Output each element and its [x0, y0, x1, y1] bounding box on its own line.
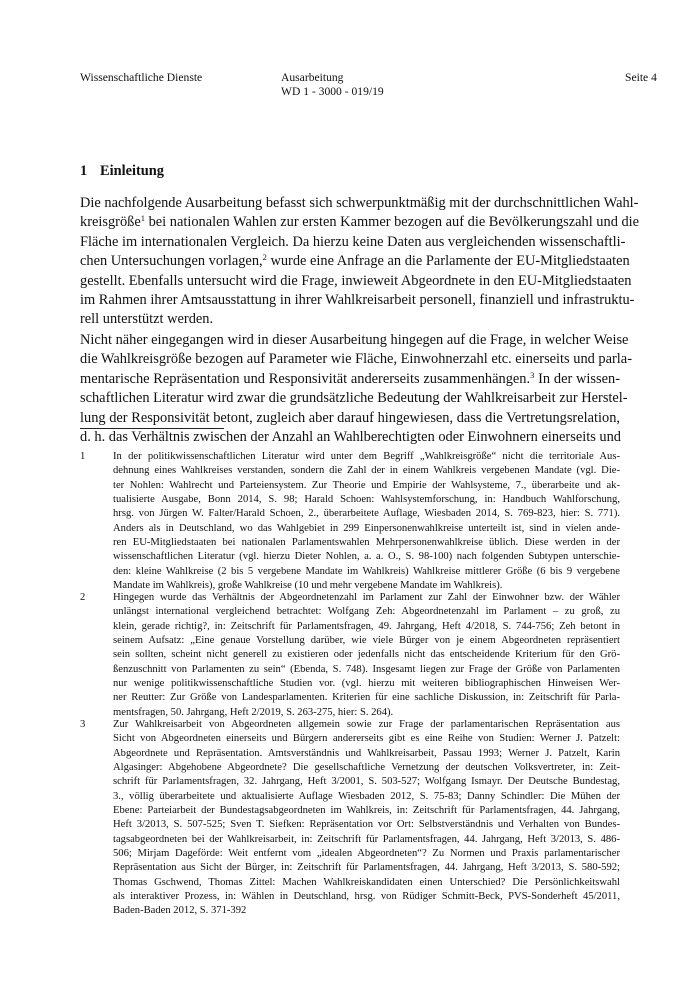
footnote-number: 3	[80, 719, 86, 730]
text-line: lung der Responsivität betont, zugleich aber darauf hingewiesen, dass die Vertretungsrelation,	[80, 409, 620, 426]
footnote-line: 3., völlig überarbeitete und aktualisierte Auflage Wiesbaden 2012, S. 75-83; Danny Schindler: Die Mühen der	[113, 790, 620, 802]
footnote-line: tualisierte Ausgabe, Bonn 2014, S. 98; Harald Schoen: Wahlsystemforschung, in: Handbuch Wahlforschung,	[113, 494, 620, 506]
section-heading	[80, 163, 164, 180]
footnote-line: Zur Wahlkreisarbeit von Abgeordneten allgemein sowie zur Frage der parlamentarischen Repräsentation aus	[113, 719, 620, 730]
footnote-line: Hingegen wurde das Verhältnis der Abgeordnetenzahl im Parlament zur Zahl der Einwohner bzw. der Wähler	[113, 592, 620, 603]
text-fragment: mentarische Repräsentation und Responsivität andererseits zusammenhängen.	[80, 370, 531, 387]
text-line: schaftlichen Literatur wird zwar die grundsätzliche Bedeutung der Wahlkreisarbeit zur Herstel-	[80, 390, 628, 407]
footnote-line: klein, gerade richtig?, in: Zeitschrift für Parlamentsfragen, 49. Jahrgang, Heft 4/2018, S. 744-756; Zeh betont in	[113, 620, 620, 632]
text-fragment: bei nationalen Wahlen zur ersten Kammer bezogen auf die Bevölkerungszahl und die	[145, 214, 640, 231]
text-line: im Rahmen ihrer Amtsausstattung in ihrer Wahlkreisarbeit personell, finanziell und infrastruktu-	[80, 292, 635, 309]
footnote-line: dehnung eines Wahlkreises verstanden, sondern die Zahl der in einem Wahlkreis vergebenen Mandate (vgl. Die-	[113, 465, 620, 477]
text-line	[80, 252, 630, 271]
footnote-text	[113, 591, 620, 720]
text-line: Fläche im internationalen Vergleich. Da hierzu keine Daten aus vergleichenden wissenschaftli-	[80, 233, 626, 250]
document-type: Ausarbeitung	[281, 71, 344, 84]
footnote-ref-2[interactable]: 2	[262, 252, 267, 263]
text-line: Die nachfolgende Ausarbeitung befasst sich schwerpunktmäßig mit der durchschnittlichen Wahl-	[80, 195, 639, 211]
footnote-line: Abgeordnete und Repräsentation. Amtsverständnis und Wahlkreisarbeit, Passau 1993; Werner J. Patzelt, Karin	[113, 747, 620, 759]
text-line: die Wahlkreisgröße bezogen auf Parameter wie Fläche, Einwohnerzahl etc. einerseits und parla-	[80, 351, 632, 368]
footnote-line: sein sollten, scheint nicht generell zu existieren oder jedenfalls nicht das entscheidende Kriterium für den Grö-	[113, 649, 620, 661]
footnote-line: Heft 3/2013, S. 507-525; Sven T. Siefken: Repräsentation vor Ort: Selbstverständnis und Verhalten von Bundes-	[113, 819, 620, 831]
footnote-line: ßenzuschnitt von Parlamenten zu sein“ (Ebenda, S. 748). Insgesamt liegen zur Frage der Größe von Parlamenten	[113, 663, 620, 675]
section-number: 1	[80, 163, 88, 179]
paragraph-1	[80, 194, 640, 330]
footnote-number: 2	[80, 592, 86, 603]
footnote-line: Repräsentation aus Sicht der Bürger, in: Zeitschrift für Parlamentsfragen, 44. Jahrgang, Heft 3/2013, S. 580-592;	[113, 862, 620, 874]
footnote-ref-3[interactable]: 3	[530, 369, 535, 380]
footnote-line: schrift für Parlamentsfragen, 32. Jahrgang, Heft 3/2001, S. 503-527; Wolfgang Ismayr. Der Deutsche Bundestag,	[113, 776, 620, 788]
footnote-line: ner Reutter: Zur Größe von Landesparlamenten. Kriterien für eine sachliche Diskussion, in: Zeitschrift für Parla-	[113, 692, 620, 704]
footnote-line: Baden-Baden 2012, S. 371-392	[113, 905, 247, 917]
text-line: d. h. das Verhältnis zwischen der Anzahl an Wahlberechtigten oder Einwohnern einerseits und	[80, 429, 621, 446]
footnote-line: den: kleine Wahlkreise (2 bis 5 vergebene Mandate im Wahlkreis) Wahlkreise mittlerer Größe (6 bis 9 vergebene	[113, 565, 620, 577]
footnote-line: Algasinger: Abgehobene Abgeordnete? Die gesellschaftliche Vernetzung der deutschen Volksvertreter, in: Zeit-	[113, 762, 620, 774]
footnote-line: ren EU-Mitgliedstaaten bei nationalen Parlamentswahlen Mehrpersonenwahlkreise üblich. Diese werden in der	[113, 537, 620, 549]
footnote-line: In der politikwissenschaftlichen Literatur wird unter dem Begriff „Wahlkreisgröße“ nicht die territoriale Aus-	[113, 451, 620, 462]
text-fragment: wurde eine Anfrage an die Parlamente der EU-Mitgliedstaaten	[266, 253, 630, 270]
footnote-text	[113, 718, 620, 919]
footnote-line: mentsfragen, 50. Jahrgang, Heft 2/2019, S. 263-275, hier: S. 264).	[113, 706, 394, 718]
text-line: Nicht näher eingegangen wird in dieser Ausarbeitung hingegen auf die Frage, in welcher Weise	[80, 332, 629, 348]
header-document-info	[281, 71, 384, 99]
footnote-line: Mandate im Wahlkreis), große Wahlkreise (10 und mehr vergebene Mandate im Wahlkreis).	[113, 580, 503, 592]
footnote-line: Anders als in Deutschland, wo das Wahlgebiet in 299 Einpersonenwahlkreise unterteilt ist, sind in vielen ande-	[113, 522, 620, 534]
footnote-number: 1	[80, 451, 86, 462]
text-fragment: kreisgröße	[80, 214, 141, 231]
text-line	[80, 370, 620, 389]
footnote-line: Sicht von Abgeordneten einerseits und Bürgern andererseits gibt es eine Reihe von Studien: Werner J. Patzelt:	[113, 733, 620, 745]
footnote-line: als interaktiver Prozess, in: Wählen in Deutschland, hrsg. von Rüdiger Schmitt-Beck, PVS-Sonderheft 45/2011,	[113, 891, 620, 903]
footnote-line: 506; Mirjam Dageförde: Weit entfernt vom „idealen Abgeordneten“? Zu Normen und Praxis parlamentarischer	[113, 848, 620, 860]
footnote-separator	[80, 428, 224, 429]
footnote-line: hrsg. von Jürgen W. Falter/Harald Schoen, 2., überarbeitete Auflage, Wiesbaden 2014, S. 769-823, hier: S. 771).	[113, 508, 620, 520]
footnote-line: unlängst international vergleichend betrachtet: Wolfgang Zeh: Abgeordnetenzahl im Parlament – zu groß, zu	[113, 606, 620, 618]
text-fragment: In der wissen-	[534, 370, 620, 387]
header-organization	[80, 71, 202, 85]
footnote-line: wissenschaftlichen Literatur (vgl. hierzu Dieter Nohlen, a. a. O., S. 98-100) nach folgenden Subtypen unterschie-	[113, 551, 620, 563]
text-line	[80, 213, 640, 232]
section-title: Einleitung	[100, 163, 164, 179]
footnote-line: ter Nohlen: Wahlrecht und Parteiensystem. Zur Theorie und Empirie der Wahlsysteme, 7., überarbeite und ak-	[113, 479, 620, 491]
text-line: rell unterstützt werden.	[80, 311, 214, 328]
page-number: Seite 4	[625, 71, 657, 84]
organization-name: Wissenschaftliche Dienste	[80, 71, 203, 84]
paragraph-2	[80, 331, 632, 447]
document-id: WD 1 - 3000 - 019/19	[281, 85, 384, 98]
footnote-ref-1[interactable]: 1	[140, 213, 145, 224]
footnote-text	[113, 450, 620, 593]
text-fragment: chen Untersuchungen vorlagen,	[80, 253, 263, 270]
text-line: gestellt. Ebenfalls untersucht wird die Frage, inwieweit Abgeordnete in den EU-Mitgliedstaaten	[80, 272, 632, 289]
footnote-line: Thomas Gschwend, Thomas Zittel: Machen Wahlkreiskandidaten einen Unterschied? Die Persönlichkeitswahl	[113, 876, 620, 888]
footnote-line: nur wenige politikwissenschaftliche Studien vor. (vgl. hierzu mit weiteren bibliographischen Hinweisen Wer-	[113, 678, 620, 690]
footnote-line: tagsabgeordneten bei der Wahlkreisarbeit, in: Zeitschrift für Parlamentsfragen, 44. Jahrgang, Heft 3/2013, S. 486-	[113, 833, 620, 845]
footnote-line: seinem Aufsatz: „Eine genaue Vorstellung darüber, wie viele Bürger von je einem Abgeordneten repräsentiert	[113, 635, 620, 647]
footnote-line: Ebene: Parteiarbeit der Bundestagsabgeordneten im Wahlkreis, in: Zeitschrift für Parlamentsfragen, 44. Jahrgang,	[113, 805, 620, 817]
